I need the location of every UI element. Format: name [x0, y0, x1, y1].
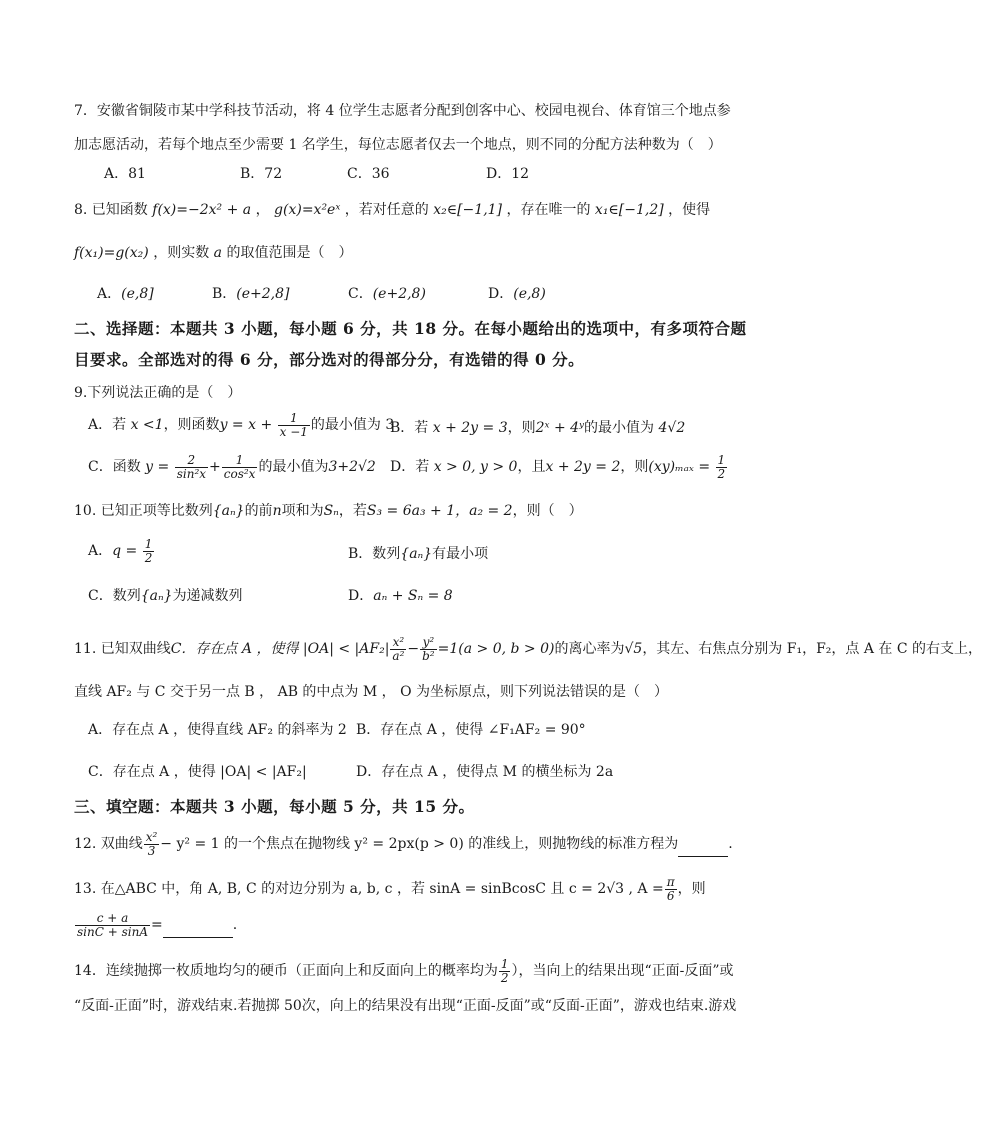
q11-ecc: √5	[624, 641, 643, 658]
q8-x1-range: x₁∈[−1,2]	[594, 202, 664, 218]
q10-end: ，则（ ）	[512, 503, 583, 519]
q10-an: {aₙ}	[212, 503, 245, 519]
q9-d-expr: (xy)ₘₐₓ =	[648, 459, 711, 476]
q14-num: 1	[500, 957, 509, 971]
q14-line2: “反面-正面”时，游戏结束.若抛掷 50次，向上的结果没有出现“正面-反面”或“反面-正面”，游戏也结束.游戏	[74, 998, 737, 1014]
q7-option-c: C．36	[347, 166, 390, 182]
q8-option-b	[212, 286, 290, 303]
q9-d-den: 2	[717, 466, 726, 481]
q14-fraction	[499, 958, 511, 984]
q9-c-pre: C．函数	[88, 459, 141, 476]
q8-option-d-label: D．	[488, 286, 514, 302]
section2-heading-line1: 二、选择题：本题共 3 小题，每小题 6 分，共 18 分。在每小题给出的选项中，有多项符合题	[74, 319, 747, 338]
q13-answer-blank[interactable]	[163, 937, 233, 938]
q12-num: x²	[145, 830, 158, 844]
q13-line2	[74, 912, 237, 938]
q8-option-d-value: (e,8)	[513, 286, 546, 302]
q9-b-pre: B．若	[390, 420, 429, 436]
q11-option-d: D．存在点 A ，使得点 M 的横坐标为 2a	[356, 764, 614, 780]
q10-option-b	[348, 546, 488, 563]
q10-mid3: ，若	[338, 503, 367, 519]
q13-six: 6	[666, 888, 675, 903]
q10-sn: Sₙ	[323, 503, 339, 519]
q9-stem: 9.下列说法正确的是（ ）	[74, 385, 242, 401]
q10-b-end: 有最小项	[432, 546, 489, 562]
q13-expr-fraction	[75, 912, 150, 938]
q9-option-b	[390, 420, 685, 437]
q9-d-fraction	[716, 454, 728, 480]
q10-mid: 的前	[244, 503, 273, 519]
q12-answer-blank[interactable]	[678, 856, 728, 857]
q11-stem-line2: 直线 AF₂ 与 C 交于另一点 B ， AB 的中点为 M ， O 为坐标原点，则下列说法错误的是（ ）	[74, 684, 669, 700]
q11-eq-end: =1(a > 0, b > 0)	[437, 641, 555, 658]
q9-c-y: y =	[145, 459, 170, 476]
q10-option-c	[88, 588, 243, 605]
q9-a-den: x −1	[279, 424, 308, 439]
q10-c-end: 为递减数列	[172, 588, 243, 604]
q13-eq: =	[150, 917, 163, 934]
q9-b-expr: 2ˣ + 4ʸ	[535, 420, 585, 436]
q14-den: 2	[500, 970, 509, 985]
q9-b-val: 4√2	[658, 420, 686, 436]
section2-heading-line2: 目要求。全部选对的得 6 分，部分选对的得部分分，有选错的得 0 分。	[74, 350, 585, 369]
q8-option-d	[488, 286, 546, 303]
q9-d-cond: x > 0, y > 0	[433, 459, 518, 476]
q11-mid: 的离心率为	[554, 641, 625, 658]
q10-cond: S₃ = 6a₃ + 1，a₂ = 2	[366, 503, 513, 519]
q9-d-pre: D．若	[390, 459, 430, 476]
q7-line1: 7．安徽省铜陵市某中学科技节活动，将 4 位学生志愿者分配到创客中心、校园电视台、体育馆三个地点参	[74, 103, 731, 119]
q9-c-den1: sin²x	[176, 466, 207, 481]
q13-den: sinC + sinA	[77, 924, 148, 939]
q12-fraction	[144, 831, 160, 857]
q10-pre: 10. 已知正项等比数列	[74, 503, 213, 519]
q8-option-a-value: (e,8]	[121, 286, 154, 302]
q9-c-end: 的最小值为	[258, 459, 329, 476]
q13-line1	[74, 876, 706, 902]
q9-a-pre: A．若	[88, 417, 127, 434]
q14-pre: 14．连续抛掷一枚质地均匀的硬币（正面向上和反面向上的概率均为	[74, 963, 498, 980]
q8-option-b-value: (e+2,8]	[236, 286, 290, 302]
q7-option-d: D．12	[486, 166, 530, 182]
q11-c: C．存在点 A ，使得 |OA| < |AF₂|	[170, 641, 390, 658]
q13-pi: π	[666, 875, 675, 889]
q12-line	[74, 831, 733, 857]
q8-option-c-value: (e+2,8)	[372, 286, 426, 302]
q8-text-3: ，使得	[668, 202, 711, 218]
q13-text: 13. 在△ABC 中，角 A, B, C 的对边分别为 a, b, c ，若 sinA = sinBcosC 且 c = 2√3 , A =	[74, 881, 664, 898]
q8-g-formula: g(x)=x²eˣ	[274, 202, 341, 218]
q13-pi-fraction	[665, 876, 677, 902]
q11-y-fraction	[420, 636, 437, 662]
q9-d-eq: x + 2y = 2	[545, 459, 621, 476]
q9-b-mid: ，则	[507, 420, 536, 436]
q9-a-fraction	[278, 412, 310, 438]
q9-c-plus: +	[209, 459, 221, 476]
q12-end: .	[728, 836, 733, 853]
q14-line1	[74, 958, 734, 984]
q13-end: .	[232, 917, 238, 934]
q8-line1	[74, 202, 710, 219]
q9-c-num2: 1	[222, 454, 258, 468]
q8-option-a	[97, 286, 154, 303]
q9-d-mid: ，且	[517, 459, 546, 476]
q9-a-end: 的最小值为 3	[310, 417, 395, 434]
q10-mid2: 项和为	[281, 503, 324, 519]
q8-option-c-label: C．	[348, 286, 373, 302]
q11-end: ，其左、右焦点分别为 F₁，F₂，点 A 在 C 的右支上，	[642, 641, 982, 658]
q8-line2	[74, 245, 352, 262]
q9-c-val: 3+2√2	[328, 459, 376, 476]
q8-comma: ，	[255, 202, 270, 218]
q8-text-4: ，则实数	[153, 245, 210, 261]
q11-pre: 11. 已知双曲线	[74, 641, 171, 658]
q8-option-c	[348, 286, 426, 303]
q10-a-num: 1	[144, 537, 153, 551]
q11-option-c: C．存在点 A ，使得 |OA| < |AF₂|	[88, 764, 307, 780]
q8-text-1: ，若对任意的	[344, 202, 429, 218]
q10-stem	[74, 503, 583, 520]
q11-option-b: B．存在点 A ，使得 ∠F₁AF₂ = 90°	[356, 722, 586, 738]
q13-line1-end: ，则	[677, 881, 706, 898]
q8-text-5: 的取值范围是（ ）	[226, 245, 353, 261]
q8-option-a-label: A．	[97, 286, 122, 302]
q10-b-pre: B．数列	[348, 546, 401, 562]
q7-line2: 加志愿活动，若每个地点至少需要 1 名学生，每位志愿者仅去一个地点，则不同的分配方法种数为（ ）	[74, 137, 722, 153]
q11-stem-line1	[74, 636, 982, 662]
q10-option-d	[348, 588, 453, 605]
q8-option-b-label: B．	[212, 286, 237, 302]
q10-a-pre: A．	[88, 543, 113, 560]
q11-x-fraction	[390, 636, 406, 662]
q14-line1-end: ），当向上的结果出现“正面-反面”或	[511, 963, 734, 980]
q11-minus: −	[407, 641, 420, 658]
q10-a-q: q =	[112, 543, 138, 560]
q11-x2: x²	[390, 636, 406, 650]
q10-d-expr: aₙ + Sₙ = 8	[373, 588, 453, 604]
q9-a-mid: ，则函数	[163, 417, 220, 434]
q9-a-fn: y = x +	[219, 417, 273, 434]
q8-equation: f(x₁)=g(x₂)	[74, 245, 149, 261]
q10-c-pre: C．数列	[88, 588, 141, 604]
q10-b-an: {aₙ}	[400, 546, 433, 562]
q7-option-b: B．72	[240, 166, 283, 182]
q11-a2: a²	[392, 648, 405, 663]
q8-text-2: ，存在唯一的	[506, 202, 591, 218]
q9-c-num1: 2	[175, 454, 208, 468]
q13-num: c + a	[75, 912, 150, 926]
q8-x2-range: x₂∈[−1,1]	[433, 202, 503, 218]
q9-option-c	[88, 454, 376, 480]
q12-den: 3	[147, 843, 156, 858]
q9-b-end: 的最小值为	[584, 420, 655, 436]
q7-option-a: A．81	[104, 166, 146, 182]
q9-c-fraction-2	[222, 454, 258, 480]
q12-pre: 12. 双曲线	[74, 836, 143, 853]
q11-y2: y²	[420, 636, 437, 650]
q9-d-mid2: ，则	[620, 459, 649, 476]
q9-option-d	[390, 454, 728, 480]
q10-c-an: {aₙ}	[140, 588, 173, 604]
q10-a-den: 2	[144, 550, 153, 565]
q9-b-cond: x + 2y = 3	[432, 420, 508, 436]
q10-a-fraction	[143, 538, 155, 564]
q10-n: n	[272, 503, 282, 519]
q9-a-num: 1	[278, 412, 310, 426]
q8-f-formula: f(x)=−2x² + a	[152, 202, 252, 218]
q9-option-a	[88, 412, 394, 438]
q9-d-num: 1	[717, 453, 726, 467]
q10-option-a	[88, 538, 155, 564]
q11-b2: b²	[422, 648, 435, 663]
q10-d-pre: D．	[348, 588, 374, 604]
q9-a-cond: x <1	[130, 417, 164, 434]
q9-c-fraction-1	[175, 454, 208, 480]
q12-mid: − y² = 1 的一个焦点在抛物线 y² = 2px(p > 0) 的准线上，则抛物线的标准方程为	[160, 836, 679, 853]
q11-option-a: A．存在点 A ，使得直线 AF₂ 的斜率为 2	[88, 722, 347, 738]
q8-intro: 8. 已知函数	[74, 202, 148, 218]
q8-a: a	[213, 245, 223, 261]
q9-c-den2: cos²x	[223, 466, 256, 481]
section3-heading: 三、填空题：本题共 3 小题，每小题 5 分，共 15 分。	[74, 797, 475, 816]
